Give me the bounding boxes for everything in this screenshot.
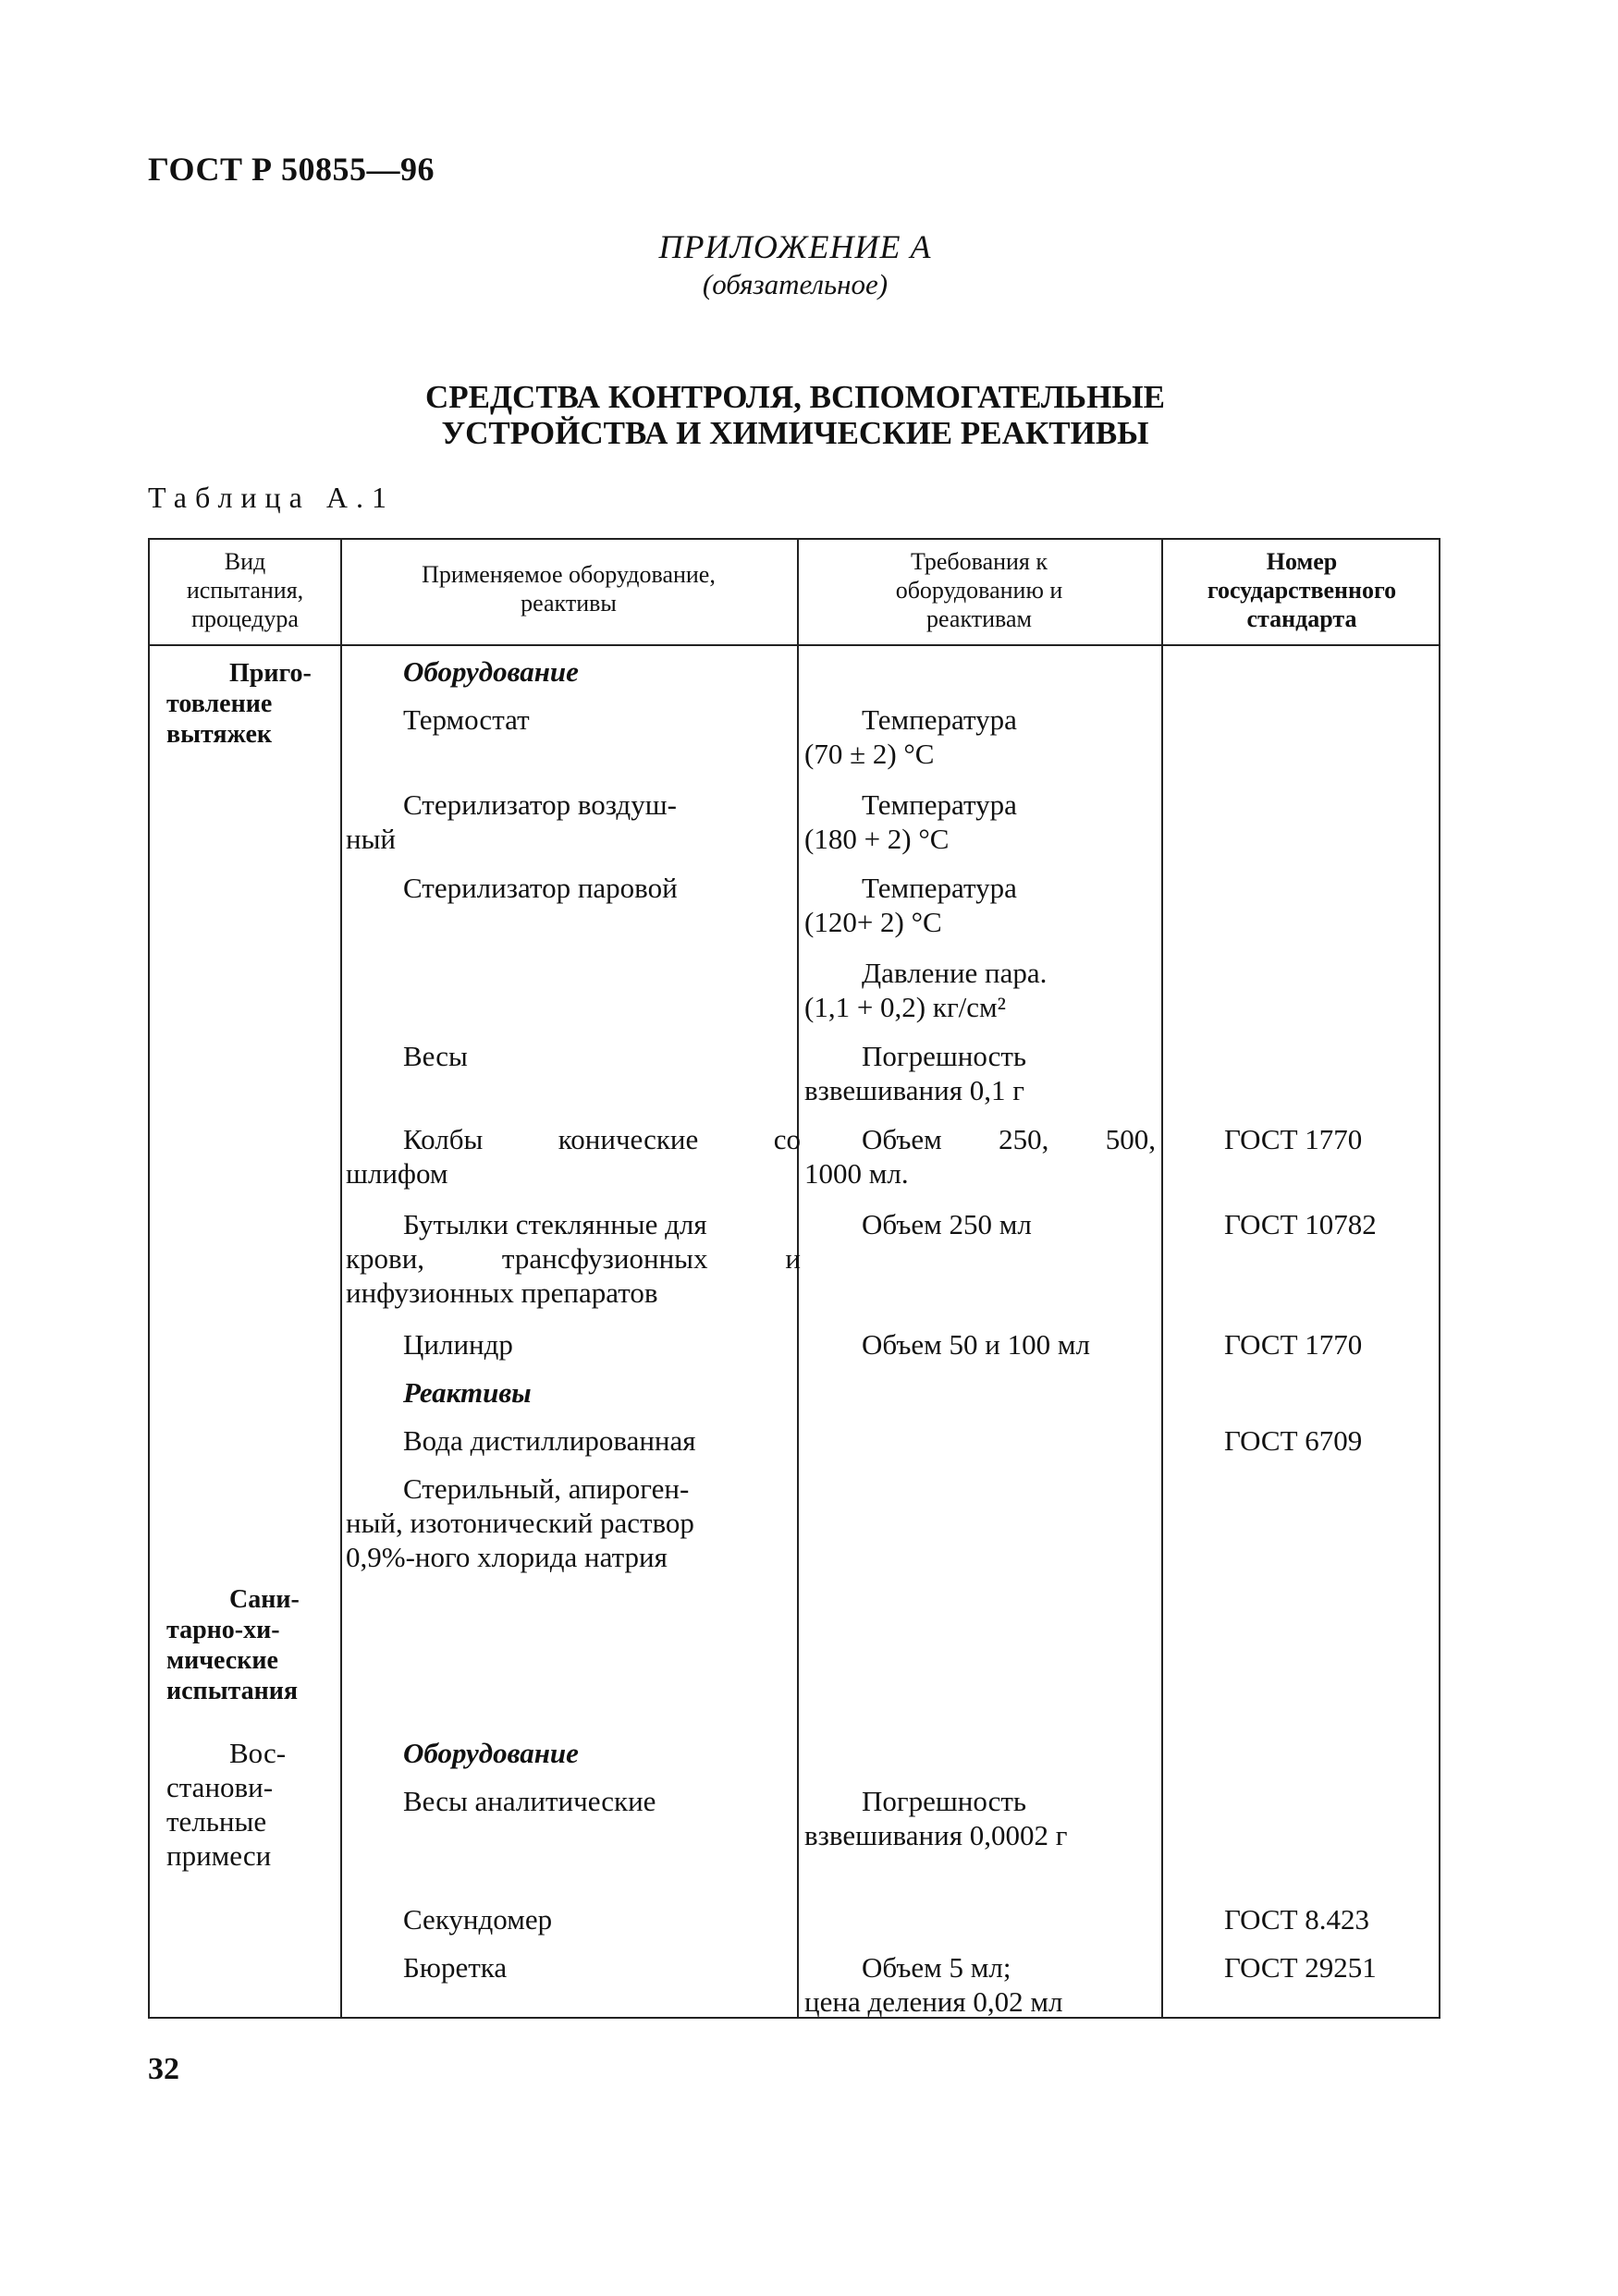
header-line: Вид bbox=[224, 548, 266, 575]
table-row-requirement bbox=[804, 1039, 1302, 1107]
table-row-requirement bbox=[804, 956, 1302, 1024]
equipment-line: инфузионных препаратов bbox=[346, 1276, 658, 1309]
table-row-equipment: Весы bbox=[403, 1040, 468, 1072]
header-divider bbox=[150, 644, 1439, 646]
equipment-section-label: Оборудование bbox=[403, 1737, 579, 1769]
column-header-test-type bbox=[150, 547, 340, 633]
table-row-equipment bbox=[346, 1472, 801, 1574]
header-line: процедура bbox=[191, 605, 299, 632]
table-row-equipment: Стерилизатор паровой bbox=[403, 872, 678, 904]
column-header-standard bbox=[1161, 547, 1442, 633]
procedure-sanitary-chemical: Сани-тарно-хи-мические испытания bbox=[166, 1585, 300, 1705]
header-line: испытания, bbox=[186, 577, 304, 604]
procedure-reducing-impurities: Вос-станови-тельные примеси bbox=[166, 1737, 287, 1872]
requirement-line: Погрешность bbox=[862, 1040, 1027, 1072]
table-row-requirement bbox=[804, 788, 1302, 856]
column-header-equipment bbox=[340, 560, 797, 617]
header-line: государственного bbox=[1207, 577, 1397, 604]
equipment-line: ный, изотонический раствор bbox=[346, 1507, 694, 1539]
reagents-section-label: Реактивы bbox=[403, 1376, 532, 1409]
requirement-line: (180 + 2) °С bbox=[804, 823, 950, 855]
section-heading bbox=[0, 379, 1590, 451]
table-row-equipment: Весы аналитические bbox=[403, 1785, 656, 1817]
table-row-standard: ГОСТ 29251 bbox=[1224, 1951, 1377, 1984]
column-divider bbox=[340, 540, 342, 2017]
table-row-equipment: Термостат bbox=[403, 703, 530, 736]
appendix-title: ПРИЛОЖЕНИЕ А bbox=[658, 228, 932, 265]
heading-line-2: УСТРОЙСТВА И ХИМИЧЕСКИЕ РЕАКТИВЫ bbox=[441, 415, 1149, 451]
requirement-line: Давление пара. bbox=[862, 957, 1048, 989]
table-row-equipment: Бюретка bbox=[403, 1951, 508, 1984]
equipment-line: Стерилизатор воздуш- bbox=[403, 788, 677, 821]
table-row-equipment bbox=[346, 1122, 801, 1191]
document-code: ГОСТ Р 50855—96 bbox=[148, 151, 435, 188]
header-line: Номер bbox=[1266, 548, 1338, 575]
procedure-preparation: Приго-товление вытяжек bbox=[166, 659, 312, 749]
requirement-line: Объем 250, 500, bbox=[862, 1123, 1156, 1155]
table-row-requirement bbox=[804, 702, 1302, 771]
requirement-line: (1,1 + 0,2) кг/см² bbox=[804, 991, 1006, 1023]
requirement-line: Температура bbox=[862, 872, 1017, 904]
equipment-table bbox=[148, 538, 1440, 2019]
table-row-standard: ГОСТ 6709 bbox=[1224, 1424, 1363, 1457]
table-row-standard: ГОСТ 1770 bbox=[1224, 1123, 1363, 1155]
requirement-line: цена деления 0,02 мл bbox=[804, 1985, 1063, 2018]
requirement-line: Погрешность bbox=[862, 1785, 1027, 1817]
equipment-section-label: Оборудование bbox=[403, 655, 579, 688]
requirement-line: Температура bbox=[862, 788, 1017, 821]
table-row-standard: ГОСТ 1770 bbox=[1224, 1328, 1363, 1361]
header-line: стандарта bbox=[1246, 605, 1357, 632]
heading-line-1: СРЕДСТВА КОНТРОЛЯ, ВСПОМОГАТЕЛЬНЫЕ bbox=[424, 379, 1166, 415]
header-line: реактивам bbox=[926, 605, 1032, 632]
table-row-requirement bbox=[804, 871, 1302, 939]
table-row-equipment: Вода дистиллированная bbox=[403, 1424, 696, 1457]
table-row-standard: ГОСТ 8.423 bbox=[1224, 1903, 1370, 1936]
table-row-requirement bbox=[804, 1784, 1302, 1852]
header-line: оборудованию и bbox=[895, 577, 1063, 604]
equipment-line: Стерильный, апироген- bbox=[403, 1472, 690, 1505]
table-caption: Таблица А.1 bbox=[148, 481, 395, 514]
requirement-line: взвешивания 0,1 г bbox=[804, 1074, 1024, 1106]
header-line: реактивы bbox=[521, 590, 617, 617]
requirement-line: Температура bbox=[862, 703, 1017, 736]
equipment-line: Колбы конические со bbox=[403, 1123, 801, 1155]
table-row-requirement: Объем 250 мл bbox=[862, 1208, 1032, 1240]
requirement-line: (120+ 2) °С bbox=[804, 906, 942, 938]
equipment-line: 0,9%-ного хлорида натрия bbox=[346, 1541, 668, 1573]
equipment-line: шлифом bbox=[346, 1157, 448, 1190]
header-line: Применяемое оборудование, bbox=[422, 561, 716, 588]
column-header-requirements bbox=[797, 547, 1161, 633]
requirement-line: (70 ± 2) °С bbox=[804, 738, 935, 770]
table-row-equipment bbox=[346, 788, 801, 856]
table-row-equipment: Секундомер bbox=[403, 1903, 553, 1936]
table-row-equipment bbox=[346, 1207, 801, 1310]
equipment-line: крови, трансфузионных и bbox=[346, 1242, 801, 1275]
table-row-standard: ГОСТ 10782 bbox=[1224, 1208, 1377, 1240]
header-line: Требования к bbox=[910, 548, 1048, 575]
equipment-line: Бутылки стеклянные для bbox=[403, 1208, 707, 1240]
page-number: 32 bbox=[148, 2052, 179, 2086]
table-row-equipment: Цилиндр bbox=[403, 1328, 513, 1361]
appendix-subtitle: (обязательное) bbox=[702, 268, 889, 300]
requirement-line: взвешивания 0,0002 г bbox=[804, 1819, 1068, 1851]
equipment-line: ный bbox=[346, 823, 397, 855]
requirement-line: 1000 мл. bbox=[804, 1157, 909, 1190]
table-row-requirement: Объем 50 и 100 мл bbox=[862, 1328, 1090, 1361]
requirement-line: Объем 5 мл; bbox=[862, 1951, 1011, 1984]
